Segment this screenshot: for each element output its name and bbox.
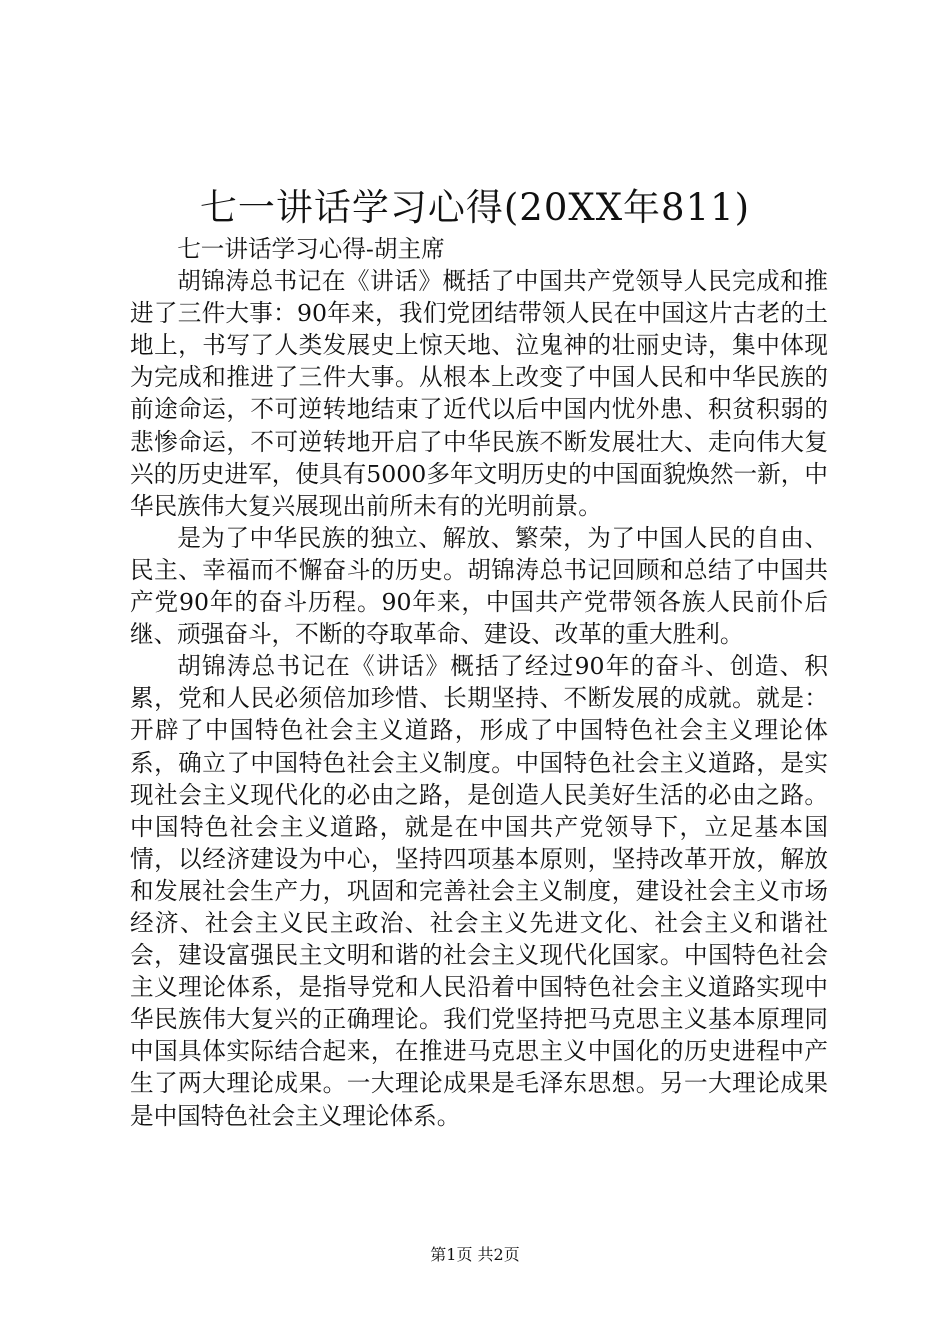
document-body <box>130 233 828 1132</box>
body-paragraph: 胡锦涛总书记在《讲话》概括了中国共产党领导人民完成和推进了三件大事：90年来，我们党团结带领人民在中国这片古老的土地上，书写了人类发展史上惊天地、泣鬼神的壮丽史诗，集中体现为完成和推进了三件大事。从根本上改变了中国人民和中华民族的前途命运，不可逆转地结束了近代以后中国内忧外患、积贫积弱的悲惨命运，不可逆转地开启了中华民族不断发展壮大、走向伟大复兴的历史进军，使具有5000多年文明历史的中国面貌焕然一新，中华民族伟大复兴展现出前所未有的光明前景。 <box>130 267 828 520</box>
subtitle-paragraph: 七一讲话学习心得-胡主席 <box>177 235 445 263</box>
body-paragraph: 是为了中华民族的独立、解放、繁荣，为了中国人民的自由、民主、幸福而不懈奋斗的历史。胡锦涛总书记回顾和总结了中国共产党90年的奋斗历程。90年来，中国共产党带领各族人民前仆后继、顽强奋斗，不断的夺取革命、建设、改革的重大胜利。 <box>130 523 828 649</box>
document-title: 七一讲话学习心得(20XX年811) <box>199 186 751 229</box>
body-paragraph: 胡锦涛总书记在《讲话》概括了经过90年的奋斗、创造、积累，党和人民必须倍加珍惜、长期坚持、不断发展的成就。就是：开辟了中国特色社会主义道路，形成了中国特色社会主义理论体系，确立了中国特色社会主义制度。中国特色社会主义道路，是实现社会主义现代化的必由之路，是创造人民美好生活的必由之路。中国特色社会主义道路，就是在中国共产党领导下，立足基本国情，以经济建设为中心，坚持四项基本原则，坚持改革开放，解放和发展社会生产力，巩固和完善社会主义制度，建设社会主义市场经济、社会主义民主政治、社会主义先进文化、社会主义和谐社会，建设富强民主文明和谐的社会主义现代化国家。中国特色社会主义理论体系，是指导党和人民沿着中国特色社会主义道路实现中华民族伟大复兴的正确理论。我们党坚持把马克思主义基本原理同中国具体实际结合起来，在推进马克思主义中国化的历史进程中产生了两大理论成果。一大理论成果是毛泽东思想。另一大理论成果是中国特色社会主义理论体系。 <box>130 652 828 1130</box>
page-number-footer: 第1页 共2页 <box>430 1245 520 1264</box>
